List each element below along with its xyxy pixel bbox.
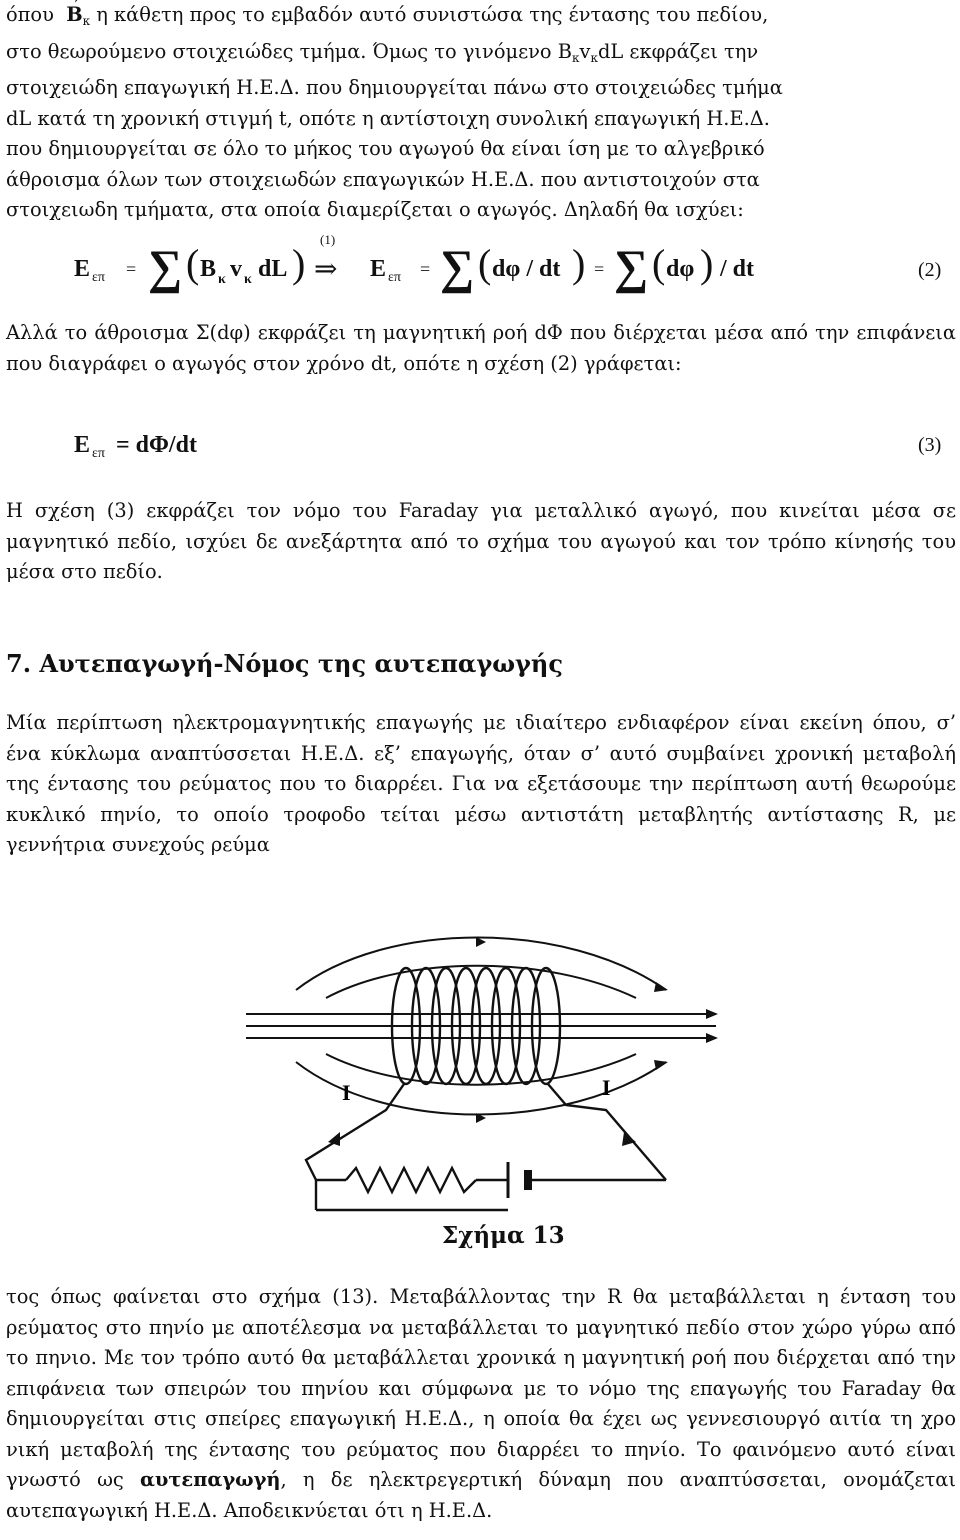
left-paren: ( <box>652 241 666 286</box>
eq-E: E <box>74 256 91 282</box>
eq-sub: επ <box>388 270 401 285</box>
right-paren: ) <box>292 241 306 286</box>
eq-sub: επ <box>92 446 105 461</box>
paragraph-line: στοιχειωδη τμήματα, στα οποία διαμερίζεται ο αγωγός. Δηλαδή θα ισχύει: <box>6 198 744 221</box>
eq-sub: κ <box>218 272 226 287</box>
equation-number: (3) <box>918 434 942 456</box>
eq-equals: = <box>420 259 431 279</box>
variable-resistor <box>346 1168 476 1192</box>
subscript: κ <box>82 14 91 28</box>
paragraph-5 <box>6 1282 956 1526</box>
section-heading: 7. Αυτεπαγωγή-Νόμος της αυτεπαγωγής <box>6 649 563 678</box>
eq-rhs: = dΦ/dt <box>116 432 197 458</box>
eq-B: B <box>200 256 217 282</box>
circuit-wires <box>306 1084 666 1210</box>
paragraph-2: Αλλά το άθροισμα Σ(dφ) εκφράζει τη μαγνητική ροή dΦ που διέρχεται μέσα από την επιφάνεια που διαγράφει ο αγωγός στον χρόνο dt, οπότε η σχέση (2) γράφεται: <box>6 321 956 375</box>
bold-term: αυτεπαγωγή <box>140 1468 281 1491</box>
subscript: κ <box>590 50 598 65</box>
equation-3 <box>6 422 956 472</box>
eq-equals: = <box>594 259 605 279</box>
right-paren: ) <box>700 241 714 286</box>
battery <box>508 1162 528 1198</box>
eq-div-dt: / dt <box>720 256 755 282</box>
eq-v: v <box>230 256 242 282</box>
sum-symbol: ∑ <box>148 241 183 294</box>
paragraph-3: Η σχέση (3) εκφράζει τον νόμο του Faraday για μεταλλικό αγωγό, που κινείται μέσα σε μαγνητικό πεδίο, ισχύει δε ανεξάρτητα από το σχήμα του αγωγού και τον τρόπο κίνησής του μέσα στο πεδίο. <box>6 499 956 583</box>
right-paren: ) <box>572 241 586 286</box>
text-span: στο θεωρούμενο στοιχειώδες τμήμα. Όμως το γινόμενο B <box>6 39 573 63</box>
paragraph-line: dL κατά τη χρονική στιγμή t, οπότε η αντίστοιχη συνολική επαγωγική Η.Ε.Δ. <box>6 106 770 130</box>
paragraph-line: άθροισμα όλων των στοιχειωδών επαγωγικών Η.Ε.Δ. που αντιστοιχούν στα <box>6 167 760 191</box>
eq-ref: (1) <box>320 232 336 247</box>
text-span: τος όπως φαίνεται στο σχήμα (13). Μεταβάλλοντας την R θα μεταβάλλεται η ένταση του ρεύματος στο πηνίο με αποτέλεσμα να μεταβάλλεται το μαγνητικό πεδίο στον χώρο γύρω από το πηνιο. Με τον τρόπο αυτό θα μεταβάλλεται χρονικά η μαγνητική ροή που διέρχεται από την επιφάνεια των σπειρών του πηνίου και σύμφωνα με το νόμο της επαγωγής του Faraday θα δημιουργείται στις σπείρες επαγωγική Η.Ε.Δ., η οποία θα έχει ως γεννεσιουργό αιτία τη χρο νική μεταβολή της έντασης του ρεύματος που διαρρέει το πηνίο. Το φαινόμενο αυτό είναι γνωστό ως <box>6 1285 956 1491</box>
eq-dphi: dφ <box>666 256 695 282</box>
eq-E: E <box>370 256 387 282</box>
text-span: η κάθετη προς το εμβαδόν αυτό συνιστώσα της έντασης του πεδίου, <box>90 3 769 26</box>
sum-symbol: ∑ <box>440 241 475 294</box>
sum-symbol: ∑ <box>614 241 649 294</box>
equation-2 <box>6 226 956 312</box>
eq-sub: επ <box>92 270 105 285</box>
eq-dL: dL <box>258 256 288 282</box>
vector-B <box>66 0 82 31</box>
text-span: dL εκφράζει την <box>597 39 759 63</box>
left-paren: ( <box>186 241 200 286</box>
solenoid-circuit-diagram <box>236 880 736 1220</box>
left-paren: ( <box>478 241 492 286</box>
implies-arrow: ⇒ <box>314 254 338 285</box>
eq-E: E <box>74 432 91 458</box>
text-span: όπου <box>6 3 54 26</box>
text-span: v <box>579 39 591 63</box>
paragraph-4: Μία περίπτωση ηλεκτρομαγνητικής επαγωγής με ιδιαίτερο ενδιαφέρον είναι εκείνη όπου, σ’ ένα κύκλωμα αναπτύσσεται Η.Ε.Δ. εξ’ επαγωγής, όταν σ’ αυτό συμβαίνει χρονική μεταβολή της έντασης του ρεύματος που το διαρρέει. Για να εξετάσουμε την περίπτωση αυτή θεωρούμε κυκλικό πηνίο, το οποίο τροφοδο τείται μέσω αντιστάτη μεταβλητής αντίστασης R, με γεννήτρια συνεχούς ρεύμα <box>6 711 956 856</box>
figure-13 <box>236 880 736 1220</box>
eq-sub: κ <box>244 272 252 287</box>
eq-dphi-dt: dφ / dt <box>492 256 561 282</box>
current-arrows <box>328 1132 636 1146</box>
paragraph-line: στοιχειώδη επαγωγική Η.Ε.Δ. που δημιουργείται πάνω στο στοιχειώδες τμήμα <box>6 76 783 99</box>
text-span: , η δε ηλεκτρεγερτική δύναμη που αναπτύσσεται, ονομάζεται αυτεπαγωγική Η.Ε.Δ. Αποδεικνύεται ότι η Η.Ε.Δ. <box>6 1468 956 1522</box>
paragraph-1 <box>6 0 956 226</box>
equation-number: (2) <box>918 259 942 281</box>
current-label-right: I <box>602 1075 611 1100</box>
eq-equals: = <box>126 259 137 279</box>
text-span: B <box>66 3 83 26</box>
paragraph-line <box>6 37 956 74</box>
paragraph-line: που δημιουργείται σε όλο το μήκος του αγωγού θα είναι ίση με το αλγεβρικό <box>6 137 765 160</box>
figure-caption: Σχήμα 13 <box>442 1222 565 1249</box>
subscript: κ <box>572 50 580 65</box>
paragraph-line <box>6 0 956 37</box>
current-label-left: I <box>342 1080 351 1105</box>
